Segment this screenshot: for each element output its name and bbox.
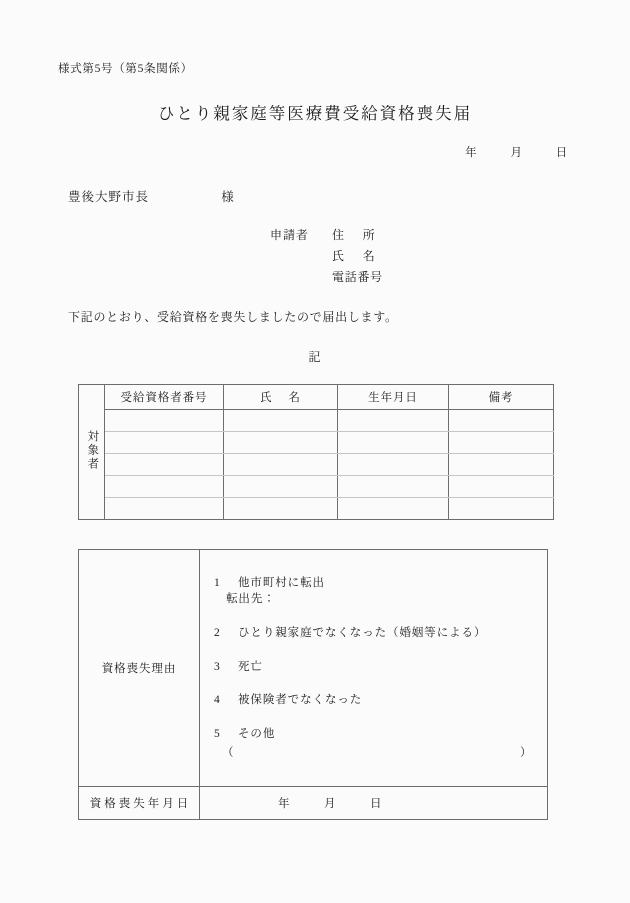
loss-date-day: 日 <box>370 798 383 810</box>
cell-note[interactable] <box>449 454 554 476</box>
submission-date-day: 日 <box>555 147 568 159</box>
reason-option-5-freetext[interactable] <box>222 745 547 762</box>
subject-vertical-label-text: 対象者 <box>86 430 99 471</box>
loss-date-month: 月 <box>324 798 337 810</box>
subject-table <box>78 384 554 520</box>
cell-birthdate[interactable] <box>338 498 449 520</box>
reason-option-4[interactable] <box>214 692 547 709</box>
cell-recipient-number[interactable] <box>105 454 224 476</box>
cell-birthdate[interactable] <box>338 454 449 476</box>
declaration-statement: 下記のとおり、受給資格を喪失しましたので届出します。 <box>68 310 398 324</box>
reason-option-2-text: ひとり親家庭でなくなった（婚姻等による） <box>238 626 487 639</box>
cell-note[interactable] <box>449 410 554 432</box>
form-code-label: 様式第5号（第5条関係） <box>58 63 193 75</box>
table-row <box>79 454 554 476</box>
applicant-name-row <box>270 247 383 268</box>
reason-option-1[interactable] <box>214 575 547 608</box>
ki-marker: 記 <box>308 350 322 364</box>
addressee-line <box>68 187 235 205</box>
applicant-phone-row <box>270 268 383 289</box>
cell-birthdate[interactable] <box>338 476 449 498</box>
submission-date-year: 年 <box>465 147 478 159</box>
reason-label-cell: 資格喪失理由 <box>79 550 200 787</box>
reason-options-cell <box>200 550 548 787</box>
subject-table-header-row <box>79 385 554 410</box>
reason-option-5-text: その他 <box>238 728 276 740</box>
applicant-name-label-a: 氏 <box>332 249 345 263</box>
header-name <box>224 385 338 410</box>
table-row <box>79 410 554 432</box>
reason-row <box>79 550 548 787</box>
applicant-address-label-a: 住 <box>332 228 345 242</box>
loss-date-value-cell[interactable] <box>200 787 548 820</box>
page-title: ひとり親家庭等医療費受給資格喪失届 <box>157 104 473 123</box>
loss-date-label-cell: 資格喪失年月日 <box>79 787 200 820</box>
applicant-address-label <box>332 226 375 243</box>
header-birthdate: 生年月日 <box>338 385 449 410</box>
cell-name[interactable] <box>224 476 338 498</box>
reason-option-4-number: 4 <box>214 694 221 707</box>
reason-option-3-number: 3 <box>214 660 221 673</box>
reason-option-3[interactable] <box>214 659 547 676</box>
cell-name[interactable] <box>224 410 338 432</box>
cell-recipient-number[interactable] <box>105 410 224 432</box>
paren-open: （ <box>222 746 235 759</box>
submission-date-line <box>465 144 568 160</box>
cell-recipient-number[interactable] <box>105 476 224 498</box>
header-recipient-number: 受給資格者番号 <box>105 385 224 410</box>
cell-birthdate[interactable] <box>338 432 449 454</box>
cell-recipient-number[interactable] <box>105 432 224 454</box>
table-row <box>79 476 554 498</box>
reason-option-5-number: 5 <box>214 728 221 740</box>
reason-option-2[interactable] <box>214 625 547 642</box>
reason-option-1-destination-label[interactable]: 転出先： <box>226 593 276 606</box>
table-row <box>79 498 554 520</box>
cell-name[interactable] <box>224 454 338 476</box>
applicant-address-label-b: 所 <box>362 228 376 242</box>
cell-name[interactable] <box>224 432 338 454</box>
cell-note[interactable] <box>449 432 554 454</box>
applicant-name-label <box>332 247 375 264</box>
reason-table <box>78 549 548 820</box>
cell-recipient-number[interactable] <box>105 498 224 520</box>
applicant-lead-label: 申請者 <box>270 228 309 242</box>
reason-option-3-text: 死亡 <box>238 660 263 673</box>
header-name-a: 氏 <box>260 392 273 404</box>
reason-option-1-number: 1 <box>214 576 221 589</box>
header-name-b: 名 <box>288 392 301 404</box>
loss-date-row <box>79 787 548 820</box>
applicant-name-label-b: 名 <box>362 249 376 263</box>
loss-date-year: 年 <box>278 798 291 810</box>
applicant-address-row <box>270 226 383 247</box>
table-row <box>79 432 554 454</box>
cell-note[interactable] <box>449 476 554 498</box>
cell-birthdate[interactable] <box>338 410 449 432</box>
reason-option-2-number: 2 <box>214 626 221 639</box>
paren-close: ） <box>520 746 533 759</box>
addressee-honorific: 様 <box>221 190 235 204</box>
reason-option-4-text: 被保険者でなくなった <box>238 694 363 707</box>
subject-vertical-label <box>79 385 105 520</box>
reason-option-5[interactable] <box>214 726 547 761</box>
applicant-phone-label: 電話番号 <box>332 270 383 284</box>
submission-date-month: 月 <box>510 147 523 159</box>
addressee-recipient: 豊後大野市長 <box>68 190 150 204</box>
cell-name[interactable] <box>224 498 338 520</box>
reason-option-1-text: 他市町村に転出 <box>238 576 325 589</box>
cell-note[interactable] <box>449 498 554 520</box>
applicant-block <box>270 226 383 289</box>
header-note: 備考 <box>449 385 554 410</box>
